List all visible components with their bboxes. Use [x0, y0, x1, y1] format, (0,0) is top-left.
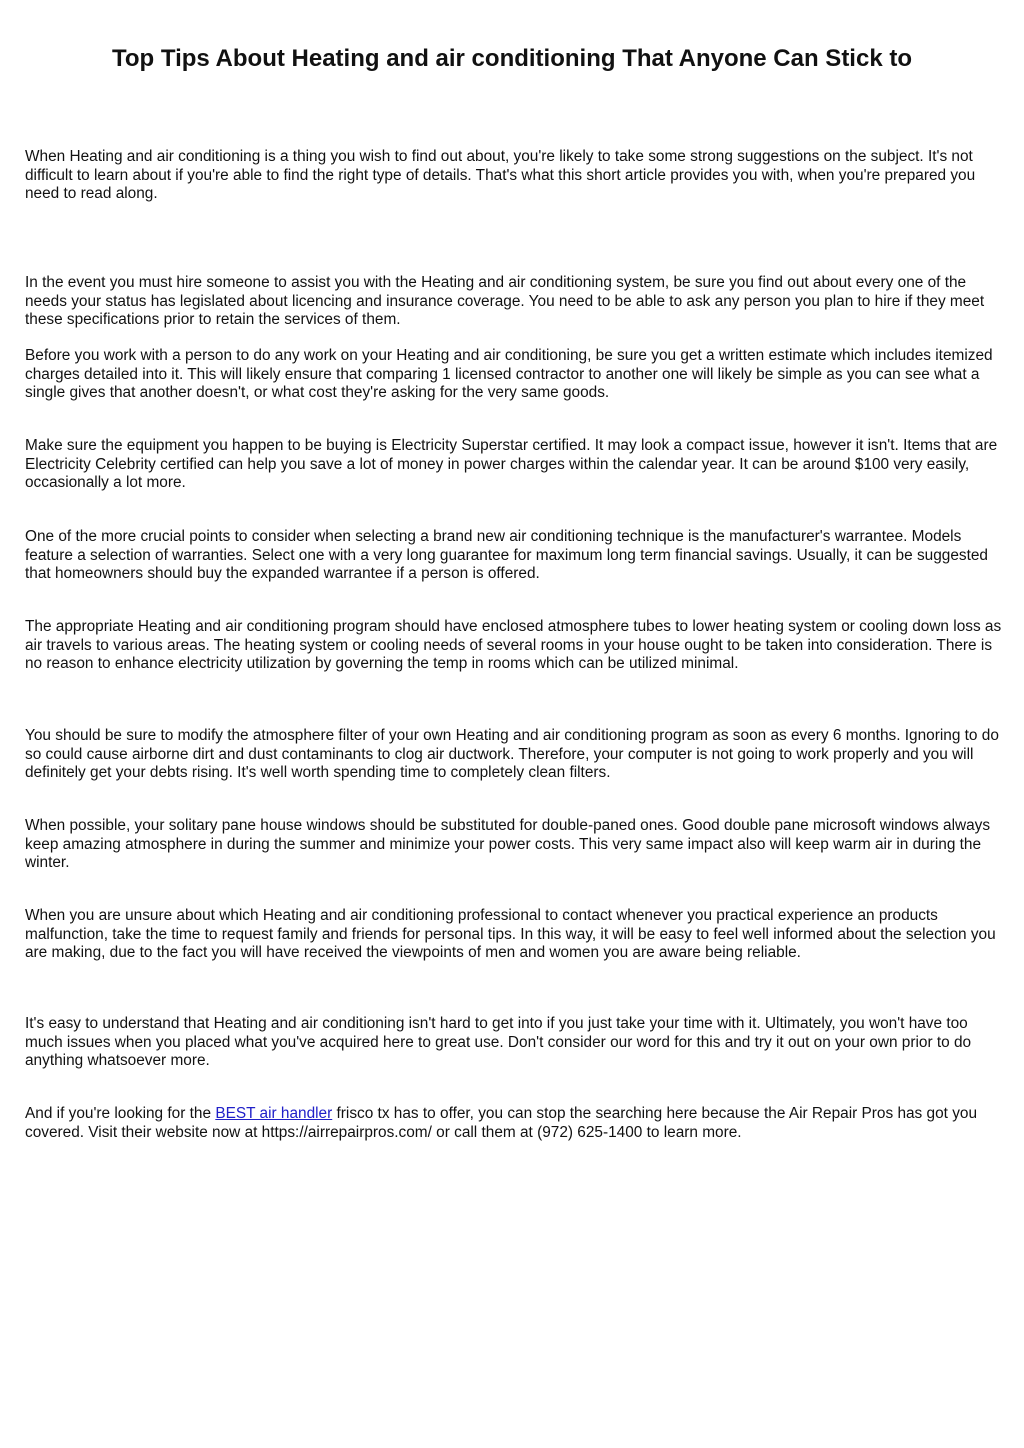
paragraph-enclosed-tubes: The appropriate Heating and air conditioning program should have enclosed atmosphere tubes to lower heating system or cooling down loss as air travels to various areas. The heating system or cooling needs of several rooms in your house ought to be taken into consideration. There is no reason to enhance electricity utilization by governing the temp in rooms which can be utilized minimal.: [25, 618, 1002, 673]
paragraph-air-filter: You should be sure to modify the atmosphere filter of your own Heating and air conditioning program as soon as every 6 months. Ignoring to do so could cause airborne dirt and dust contaminants to clog air ductwork. Therefore, your computer is not going to work properly and you will definitely get your debts rising. It's well worth spending time to completely clean filters.: [25, 727, 999, 782]
paragraph-warrantee: One of the more crucial points to consider when selecting a brand new air conditioning technique is the manufacturer's warrantee. Models feature a selection of warranties. Select one with a very long guarantee for maximum long term financial savings. Usually, it can be suggested that homeowners should buy the expanded warrantee if a person is offered.: [25, 528, 988, 583]
paragraph-intro: When Heating and air conditioning is a thing you wish to find out about, you're likely to take some strong suggestions on the subject. It's not difficult to learn about if you're able to find the right type of details. That's what this short article provides you with, when you're prepared you need to read along.: [25, 148, 976, 203]
paragraph-conclusion: It's easy to understand that Heating and air conditioning isn't hard to get into if you just take your time with it. Ultimately, you won't have too much issues when you placed what you've acquired here to great use. Don't consider our word for this and try it out on your own prior to do anything whatsoever more.: [25, 1015, 972, 1070]
closing-text-start: And if you're looking for the: [25, 1105, 216, 1122]
paragraph-written-estimate: Before you work with a person to do any work on your Heating and air conditioning, be sure you get a written estimate which includes itemized charges detailed into it. This will likely ensure that comparing 1 licensed contractor to another one will likely be simple as you can see what a single gives that another doesn't, or what cost they're asking for the very same goods.: [25, 347, 993, 402]
closing-text-end: frisco tx has to offer, you can stop the searching here because the Air Repair Pros has got you covered. Visit their website now at https://airrepairpros.com/ or call them at (972) 625-1400 to learn more.: [25, 1105, 978, 1141]
paragraph-professional-tips: When you are unsure about which Heating and air conditioning professional to contact whenever you practical experience an products malfunction, take the time to request family and friends for personal tips. In this way, it will be easy to feel well informed about the selection you are making, due to the fact you will have received the viewpoints of men and women you are aware being reliable.: [25, 907, 996, 962]
paragraph-energy-star: Make sure the equipment you happen to be buying is Electricity Superstar certified. It may look a compact issue, however it isn't. Items that are Electricity Celebrity certified can help you save a lot of money in power charges within the calendar year. It can be around $100 very easily, occasionally a lot more.: [25, 437, 998, 492]
document-title: Top Tips About Heating and air conditioning That Anyone Can Stick to: [112, 45, 912, 72]
paragraph-hire-contractor: In the event you must hire someone to assist you with the Heating and air conditioning system, be sure you find out about every one of the needs your status has legislated about licencing and insurance coverage. You need to be able to ask any person you plan to hire if they meet these specifications prior to retain the services of them.: [25, 274, 985, 329]
best-air-handler-link[interactable]: BEST air handler: [215, 1105, 333, 1122]
paragraph-double-pane: When possible, your solitary pane house windows should be substituted for double-paned ones. Good double pane microsoft windows always keep amazing atmosphere in during the summer and minimize your power costs. This very same impact also will keep warm air in during the winter.: [25, 817, 991, 872]
paragraph-closing: [25, 1105, 1005, 1142]
